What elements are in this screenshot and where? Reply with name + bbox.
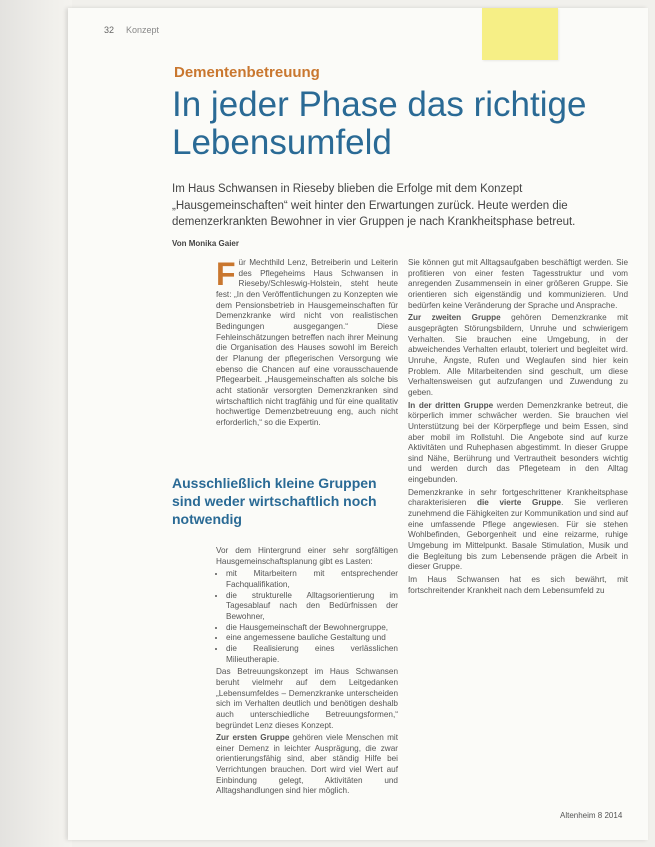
footer-issue: Altenheim 8 2014 — [560, 811, 623, 820]
body-paragraph — [408, 401, 628, 486]
group-label: Zur zweiten Gruppe — [408, 313, 501, 323]
body-paragraph: Sie können gut mit Alltagsaufgaben beschäftigt werden. Sie profitieren von einer festen Tagesstruktur und vom anregenden Zusammensein in einer größeren Gruppe. Sie orientieren sich eigenständig und kommunizieren. Und bedürfen keine Veränderung der Sprache und Ansprache. — [408, 258, 628, 310]
intro-text: ür Mechthild Lenz, Betreiberin und Leiterin des Pflegeheims Haus Schwansen in Rieseby/Schleswig-Holstein, steht heute fest: „In den Veröffentlichungen zu Konzepten wie dem Pensionsbetrieb in Hausgemeinschaften für Demenzkranke wird nicht von realistischen Bedingungen ausgegangen.“ Diese Fehleinschätzungen betreffen nach ihrer Meinung die Organisation des Hauses sowohl im Bereich der Planung der pflegerischen Versorgung wie ebenso die Chancen auf eine vorausschauende Pflegearbeit. „Hausgemeinschaften als solche bis acht stationär versorgten Demenzkranken sind wirtschaftlich nicht tragfähig und für eine qualitativ hochwertige Demenzbetreuung eng, auch nicht erforderlich,“ so die Expertin. — [216, 258, 398, 427]
sticky-note — [482, 8, 558, 60]
bullet-item: • mit Mitarbeitern mit entsprechender Fachqualifikation, — [226, 569, 398, 590]
group-label: die vierte Gruppe — [476, 498, 562, 508]
body-text: gehören viele Menschen mit einer Demenz in leichter Ausprägung, die zwar orientierungsfähig sind, aber ständig Hilfe bei Verrichtungen brauchen. Dort wird viel Wert auf Einbindung gelegt, Aktivitäten und Alltagshandlungen sind hier möglich. — [216, 733, 398, 796]
bullet-list — [216, 569, 398, 665]
body-text: . Sie verlieren zunehmend die Fähigkeiten zur Kommunikation und sind auf eine umfassende Pflege angewiesen. Für sie stehen Wohlbefinden, Geborgenheit und eine reizarme, ruhige Umgebung im Mittelpunkt. Basale Stimulation, Musik und die Begleitung bis zum Lebensende prägen die Arbeit in dieser Gruppe. — [408, 498, 628, 572]
headline: In jeder Phase das richtige Lebensumfeld — [172, 85, 587, 162]
body-text: werden Demenzkranke betreut, die körperlich immer schwächer werden. Sie brauchen viel Unterstützung bei der Körperpflege und beim Essen, sind aber mobil im Rollstuhl. Die Angebote sind auf kurze Aktivitäten und Ruhephasen abgestimmt. In dieser Gruppe sind Nähe, Berührung und Vertrautheit besonders wichtig und werden durch das Pflegeteam in den Alltag eingebunden. — [408, 400, 628, 485]
body-paragraph: Das Betreuungskonzept im Haus Schwansen beruht vielmehr auf dem Leitgedanken „Lebensumfeldes – Demenzkranke unterscheiden sich im Verhalten deutlich und benötigen deshalb auch unterschiedliche Betreuungsformen,“ begründet Lenz dieses Konzept. — [216, 667, 398, 730]
page-number: 32 — [104, 25, 115, 35]
subheading: Ausschließlich kleine Gruppen sind weder wirtschaftlich noch notwendig — [172, 475, 377, 527]
bullet-item: • die strukturelle Alltagsorientierung im Tagesablauf nach den Bedürfnissen der Bewohner, — [226, 591, 398, 623]
lead-paragraph: Im Haus Schwansen in Rieseby blieben die Erfolge mit dem Konzept „Hausgemeinschaften“ weit hinter den Erwartungen zurück. Heute werden die demenzerkrankten Bewohner in vier Gruppen je nach Krankheitsphase betreut. — [172, 183, 576, 228]
intro-paragraph — [216, 258, 398, 429]
section-label: Konzept — [126, 25, 160, 35]
body-text: Demenzkranke in sehr fortgeschrittener Krankheitsphase charakterisieren — [408, 487, 628, 508]
column-1-body — [216, 546, 398, 799]
body-paragraph — [408, 313, 628, 398]
column-2 — [408, 258, 628, 598]
body-paragraph: Im Haus Schwansen hat es sich bewährt, mit fortschreitender Krankheit nach dem Lebensumfeld zu — [408, 575, 628, 595]
body-intro: Vor dem Hintergrund einer sehr sorgfältigen Hausgemeinschaftsplanung gibt es Lasten: — [216, 546, 398, 566]
scan-edge — [0, 0, 72, 847]
body-paragraph — [408, 488, 628, 573]
body-paragraph — [216, 733, 398, 797]
bullet-item: • die Hausgemeinschaft der Bewohnergruppe, — [226, 623, 398, 634]
column-1-intro — [216, 258, 398, 431]
author-byline: Von Monika Gaier — [172, 239, 239, 248]
body-text: gehören Demenzkranke mit ausgeprägten Störungsbildern, Unruhe und schwierigem Verhalten. Sie brauchen eine Umgebung, in der abweichendes Verhalten erlaubt, toleriert und begleitet wird. Unruhe, Ängste, Rufen und Weglaufen sind hier kein Problem. Alle Mitarbeitenden sind geschult, um diese Verhaltensweisen gut aufzufangen und Zuwendung zu geben. — [408, 313, 628, 397]
drop-cap: F — [216, 256, 236, 292]
bullet-item: • eine angemessene bauliche Gestaltung und — [226, 633, 398, 644]
bullet-item: • die Realisierung eines verlässlichen Milieutherapie. — [226, 644, 398, 665]
kicker: Dementenbetreuung — [174, 64, 320, 81]
group-label: In der dritten Gruppe — [408, 400, 494, 410]
group-label: Zur ersten Gruppe — [216, 733, 290, 743]
